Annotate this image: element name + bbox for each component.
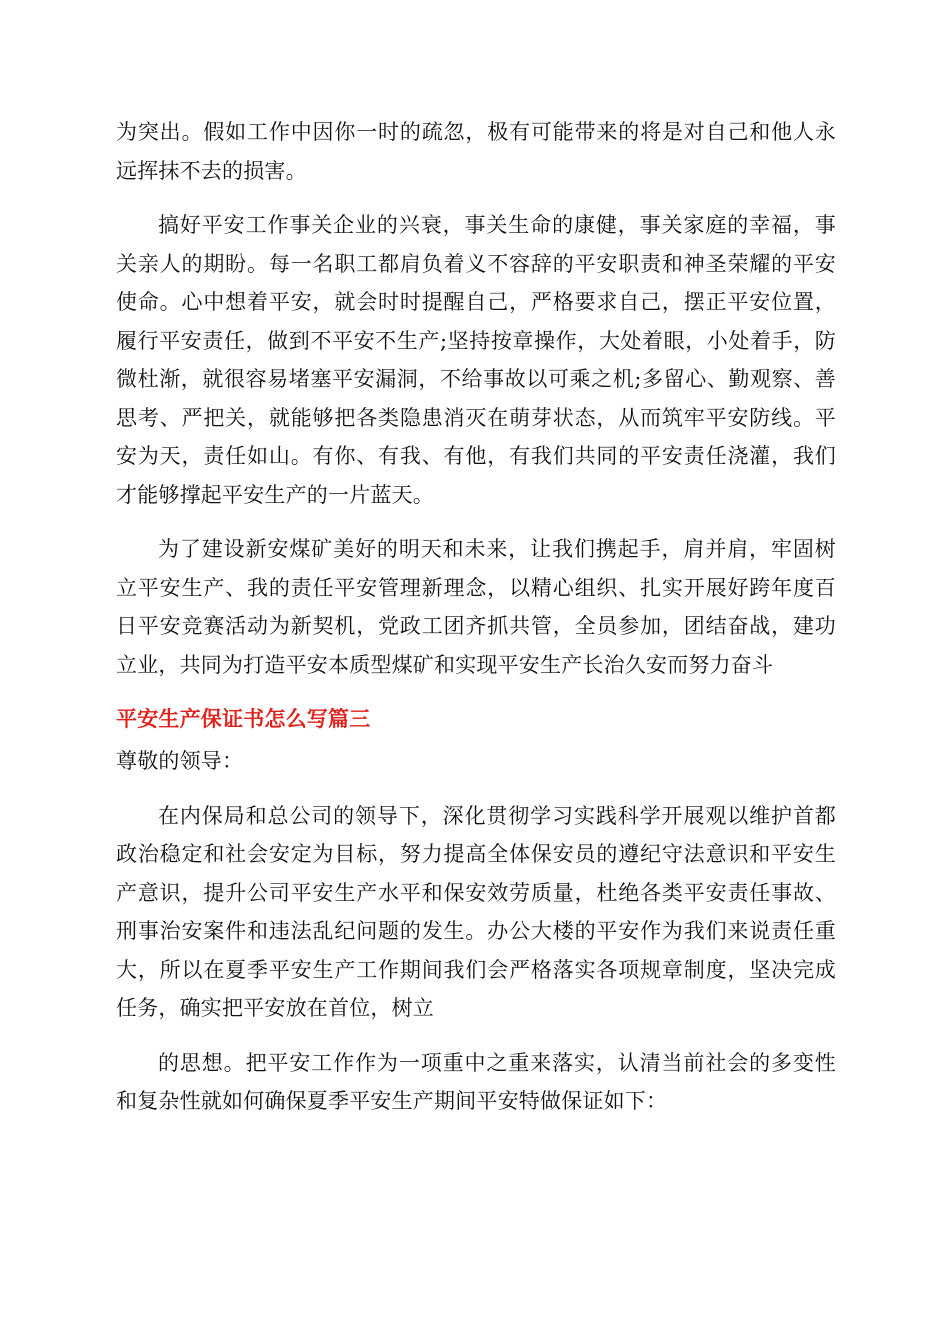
paragraph-continuation: 为突出。假如工作中因你一时的疏忽，极有可能带来的将是对自己和他人永远挥抹不去的损害。 (116, 120, 836, 183)
paragraph-thinking: 的思想。把平安工作作为一项重中之重来落实，认清当前社会的多变性和复杂性就如何确保夏季平安生产期间平安特做保证如下： (116, 1050, 836, 1113)
salutation: 尊敬的领导： (116, 749, 244, 773)
paragraph-safety-work: 搞好平安工作事关企业的兴衰，事关生命的康健，事关家庭的幸福，事关亲人的期盼。每一名职工都肩负着义不容辞的平安职责和神圣荣耀的平安使命。心中想着平安，就会时时提醒自己，严格要求自己，摆正平安位置，履行平安责任，做到不平安不生产;坚持按章操作，大处着眼，小处着手，防微杜渐，就很容易堵塞平安漏洞，不给事故以可乘之机;多留心、勤观察、善思考、严把关，就能够把各类隐患消灭在萌芽状态，从而筑牢平安防线。平安为天，责任如山。有你、有我、有他，有我们共同的平安责任浇灌，我们才能够撑起平安生产的一片蓝天。 (116, 213, 836, 507)
section-heading: 平安生产保证书怎么写篇三 (116, 707, 371, 731)
paragraph-leadership: 在内保局和总公司的领导下，深化贯彻学习实践科学开展观以维护首都政治稳定和社会安定为目标，努力提高全体保安员的遵纪守法意识和平安生产意识，提升公司平安生产水平和保安效劳质量，杜绝各类平安责任事故、刑事治安案件和违法乱纪问题的发生。办公大楼的平安作为我们来说责任重大，所以在夏季平安生产工作期间我们会严格落实各项规章制度，坚决完成任务，确实把平安放在首位，树立 (116, 803, 836, 1020)
document-body (116, 113, 836, 1137)
paragraph-build-future: 为了建设新安煤矿美好的明天和未来，让我们携起手，肩并肩，牢固树立平安生产、我的责任平安管理新理念，以精心组织、扎实开展好跨年度百日平安竞赛活动为新契机，党政工团齐抓共管，全员参加，团结奋战，建功立业，共同为打造平安本质型煤矿和实现平安生产长治久安而努力奋斗 (116, 537, 836, 677)
